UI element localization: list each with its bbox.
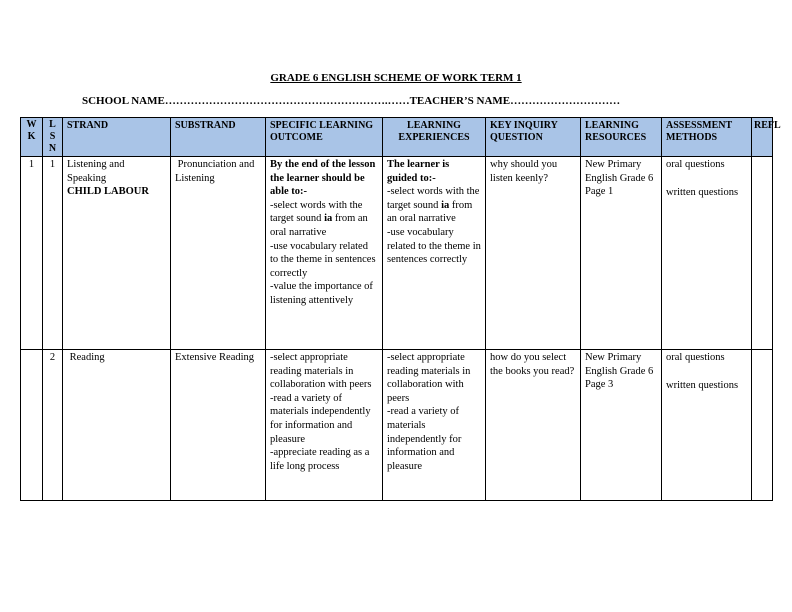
cell-refl: [752, 157, 773, 350]
assessment-item: oral questions: [666, 352, 725, 363]
experience-item: -select appropriate reading materials in collaboration with peers: [387, 352, 471, 404]
header-inquiry: KEY INQUIRY QUESTION: [486, 118, 581, 157]
cell-inquiry: why should you listen keenly?: [486, 157, 581, 350]
assessment-item: written questions: [666, 186, 739, 198]
cell-strand: Reading: [63, 350, 171, 501]
header-wk: W K: [21, 118, 43, 157]
cell-strand: [63, 157, 171, 350]
outcome-item: -select words with the target sound ia from an oral narrative: [270, 199, 368, 238]
table-row: [21, 350, 773, 501]
table-row: [21, 157, 773, 350]
header-resources: LEARNING RESOURCES: [581, 118, 662, 157]
cell-refl: [752, 350, 773, 501]
cell-experiences: [383, 350, 486, 501]
cell-resources: New Primary English Grade 6 Page 1: [581, 157, 662, 350]
header-assessment: ASSESSMENT METHODS: [662, 118, 752, 157]
outcome-item: -read a variety of materials independently for information and pleasure: [270, 392, 371, 445]
cell-experiences: [383, 157, 486, 350]
cell-wk: [21, 350, 43, 501]
cell-outcome: [266, 350, 383, 501]
cell-assessment: [662, 350, 752, 501]
outcome-item: -use vocabulary related to the theme in sentences correctly: [270, 240, 376, 279]
header-row: [21, 118, 773, 157]
cell-substrand: Pronunciation and Listening: [171, 157, 266, 350]
experiences-intro: The learner is guided to:-: [387, 159, 450, 184]
header-lsn: L S N: [43, 118, 63, 157]
outcome-item: -select appropriate reading materials in collaboration with peers: [270, 352, 372, 391]
cell-outcome: [266, 157, 383, 350]
outcome-intro: By the end of the lesson the learner should be able to:-: [270, 159, 376, 198]
header-refl: REFL: [752, 118, 773, 157]
assessment-item: written questions: [666, 379, 739, 391]
cell-lsn: 2: [43, 350, 63, 501]
cell-assessment: [662, 157, 752, 350]
strand-theme: CHILD LABOUR: [67, 186, 149, 198]
header-strand: STRAND: [63, 118, 171, 157]
outcome-item: -value the importance of listening attentively: [270, 281, 373, 306]
experience-item: -select words with the target sound ia from an oral narrative: [387, 186, 480, 225]
experience-item: -use vocabulary related to the theme in sentences correctly: [387, 226, 481, 266]
cell-lsn: 1: [43, 157, 63, 350]
scheme-of-work-table: [20, 117, 781, 501]
school-teacher-line: SCHOOL NAME…………………………………………………….……TEACHER’S NAME…………………………: [82, 95, 621, 107]
header-experiences: LEARNING EXPERIENCES: [383, 118, 486, 157]
cell-substrand: Extensive Reading: [171, 350, 266, 501]
header-outcome: SPECIFIC LEARNING OUTCOME: [266, 118, 383, 157]
assessment-item: oral questions: [666, 159, 725, 170]
cell-inquiry: how do you select the books you read?: [486, 350, 581, 501]
document-title: GRADE 6 ENGLISH SCHEME OF WORK TERM 1: [270, 72, 522, 84]
cell-resources: New Primary English Grade 6 Page 3: [581, 350, 662, 501]
header-substrand: SUBSTRAND: [171, 118, 266, 157]
experience-item: -read a variety of materials independently for information and pleasure: [387, 406, 462, 472]
strand-text: Listening and Speaking: [67, 159, 125, 184]
cell-wk: 1: [21, 157, 43, 350]
outcome-item: -appreciate reading as a life long process: [270, 447, 370, 472]
